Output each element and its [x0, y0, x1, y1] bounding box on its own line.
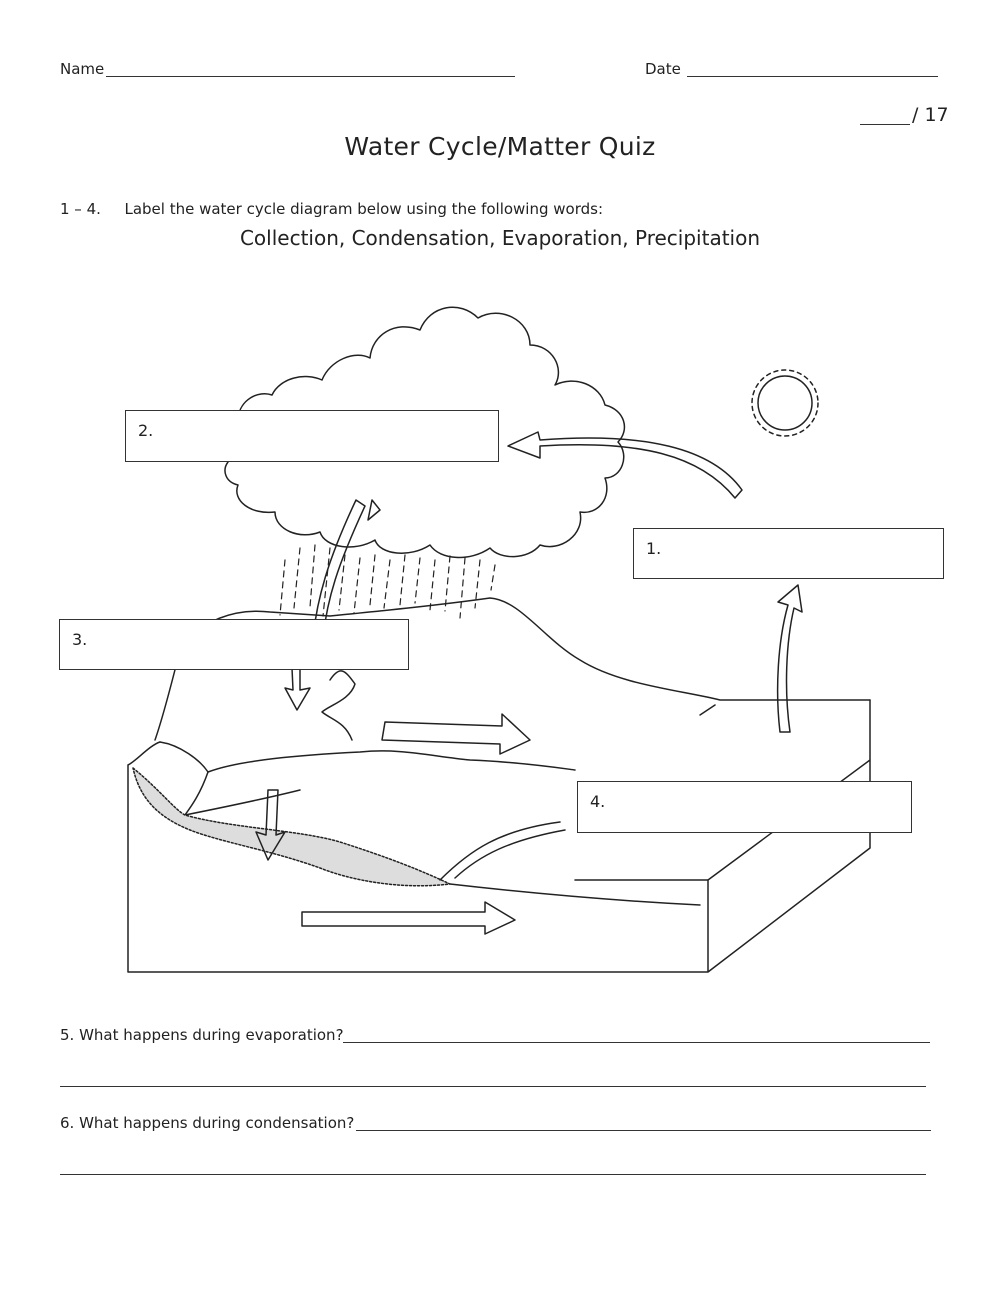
instructions-number: 1 – 4.	[60, 200, 101, 218]
label-box-4-number: 4.	[590, 792, 606, 811]
label-box-4[interactable]	[577, 781, 912, 833]
question-5: 5. What happens during evaporation?	[60, 1026, 344, 1044]
arrow-condensation-icon	[508, 432, 742, 498]
question-6: 6. What happens during condensation?	[60, 1114, 355, 1132]
sun-rays	[752, 370, 818, 436]
date-label: Date	[645, 60, 681, 78]
page-title: Water Cycle/Matter Quiz	[344, 132, 656, 161]
instructions	[60, 200, 603, 218]
river	[160, 742, 575, 772]
label-box-1-number: 1.	[646, 539, 662, 558]
answer-6-line-1[interactable]	[356, 1130, 931, 1131]
answer-5-line-1[interactable]	[343, 1042, 930, 1043]
instructions-text: Label the water cycle diagram below using the following words:	[124, 200, 604, 218]
arrow-runoff-icon	[285, 668, 310, 710]
word-bank: Collection, Condensation, Evaporation, Precipitation	[239, 226, 761, 250]
name-label: Name	[60, 60, 105, 78]
score-field[interactable]	[860, 124, 910, 125]
label-box-2[interactable]	[125, 410, 499, 462]
groundwater	[133, 768, 450, 886]
arrow-evaporation-icon	[778, 585, 802, 732]
answer-5-line-2[interactable]	[60, 1086, 926, 1087]
label-box-3[interactable]	[59, 619, 409, 670]
arrow-runoff-right-icon	[382, 714, 530, 754]
label-box-1[interactable]	[633, 528, 944, 579]
rain-icon	[280, 545, 495, 618]
name-field[interactable]	[106, 76, 515, 77]
answer-6-line-2[interactable]	[60, 1174, 926, 1175]
sun-icon	[758, 376, 812, 430]
label-box-2-number: 2.	[138, 421, 154, 440]
arrow-groundwater-icon	[302, 902, 515, 934]
label-box-3-number: 3.	[72, 630, 88, 649]
score-total: / 17	[912, 104, 949, 126]
date-field[interactable]	[687, 76, 938, 77]
